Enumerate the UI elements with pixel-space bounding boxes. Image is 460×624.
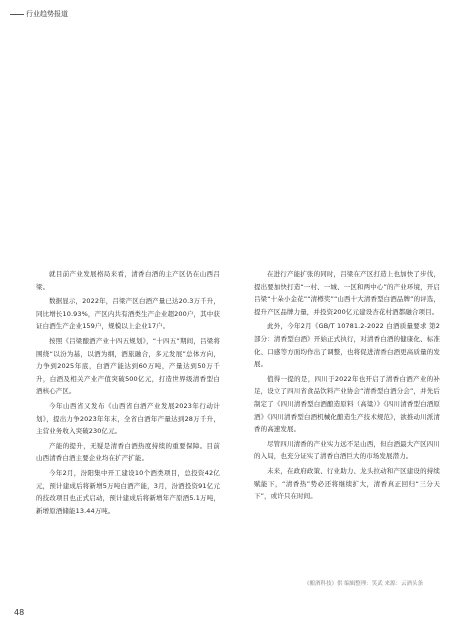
paragraph: 按照《吕梁酿酒产业十四五规划》，“十四五”期间，吕梁将围绕“以汾为基，以酒为纲，酒旅融合，多元发展”总体方向，力争到2025年底，白酒产能达到60万吨，产量达到50万千升，白酒及相关产业产值突破500亿元，打造世界级清香型白酒核心产区。 xyxy=(36,336,220,396)
paragraph: 今年山西省又发布《山西省白酒产业发展2023年行动计划》，提出力争2023年年末，全省白酒年产量达到28万千升，主营业务收入突破230亿元。 xyxy=(36,401,220,436)
paragraph: 产能的提升，无疑是清香白酒热度持续的重要保障。目前山西清香白酒主要企业均在扩产扩能。 xyxy=(36,441,220,463)
article-right-column xyxy=(254,268,440,503)
paragraph: 就目前产业发展格局来看，清香白酒的主产区仍在山西吕梁。 xyxy=(36,270,220,291)
source-note: 《酿酒科技》供 编辑整理：笑武 来源：云酒头条 xyxy=(304,581,423,587)
section-header xyxy=(10,9,68,19)
article-left-column xyxy=(36,268,220,517)
section-title: 行业趋势报道 xyxy=(26,10,68,18)
paragraph: 值得一提的是，四川于2022年也开启了清香白酒产业的补足，设立了四川省食品饮料产业协会“清香型白酒分会”，并先后制定了《四川清香型白酒酿造原料（高粱）》《四川清香型白酒原酒》《四川清香型白酒机械化酿造生产技术规范》，欲推动川派清香的高速发展。 xyxy=(254,374,440,434)
paragraph: 此外，今年2月《GB/T 10781.2-2022 白酒质量要求 第2部分：清香型白酒》开始正式执行，对清香白酒的健康化、标准化、口感等方面均作出了调整，也将促进清香白酒更高质量的发展。 xyxy=(254,322,440,369)
paragraph: 尽管四川清香的产业实力远不足山西，但白酒最大产区四川的入局，也充分证实了清香白酒巨大的市场发展潜力。 xyxy=(254,439,440,461)
paragraph: 今年2月，汾阳集中开工建设10个酒类项目，总投资42亿元，预计建成后将新增5万吨白酒产能，3月，汾酒投资91亿元的技改项目也正式启动，预计建成后将新增年产原酒5.1万吨，新增原酒储能13.44万吨。 xyxy=(36,468,220,515)
paragraph: 数据显示，2022年，吕梁产区白酒产量已达20.3万千升，同比增长10.93%，产区内共有酒类生产企业超200户，其中获证白酒生产企业159户，规模以上企业17户。 xyxy=(36,297,220,331)
paragraph: 未来，在政府政策、行业助力、龙头拉动和产区建设的持续赋能下，“清香热”势必还将继续扩大，清香真正回归“三分天下”，或许只在时间。 xyxy=(254,466,440,501)
header-rule xyxy=(10,14,24,15)
page-number: 48 xyxy=(14,608,25,617)
paragraph: 在进行产能扩张的同时，吕梁在产区打造上也加快了步伐，提出要加快打造“一村、一城、一区和两中心”的产业环境，开启吕梁“十朵小金花”“清樽奖”“山西十大清香型白酒品牌”的评选，提升产区品牌力量，并投资200亿元建设杏花村酒都融合项目。 xyxy=(254,270,440,316)
